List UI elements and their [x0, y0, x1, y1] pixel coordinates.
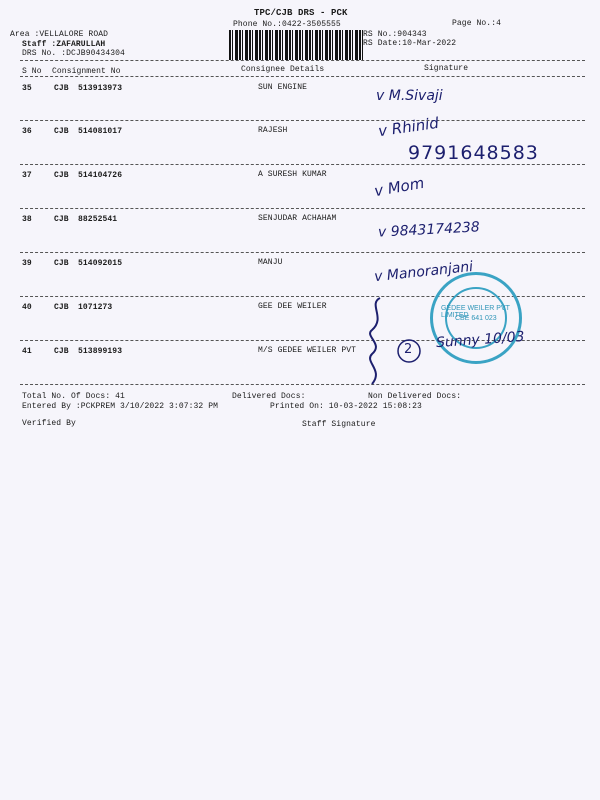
stamp-company: GEDEE WEILER PVT LIMITED: [441, 305, 510, 319]
row-consignee: RAJESH: [258, 126, 288, 135]
col-consignee: Consignee Details: [241, 65, 325, 74]
delivered-docs: Delivered Docs:: [232, 392, 306, 401]
total-docs: Total No. Of Docs: 41: [22, 392, 125, 401]
row-sno: 37: [22, 171, 32, 180]
row-sno: 41: [22, 347, 32, 356]
page-number: Page No.:4: [452, 19, 502, 28]
row-sno: 36: [22, 127, 32, 136]
circled-number-text: 2: [404, 342, 413, 357]
row-consignment: 514081017: [78, 127, 123, 136]
divider: [20, 208, 585, 209]
area-label: Area :VELLALORE ROAD: [10, 30, 109, 39]
divider: [20, 76, 585, 77]
non-delivered-docs: Non Delivered Docs:: [368, 392, 462, 401]
row-consignee: A SURESH KUMAR: [258, 170, 327, 179]
divider: [20, 120, 585, 121]
col-signature: Signature: [424, 64, 469, 73]
handwritten-phone: v 9843174238: [377, 219, 481, 241]
verified-by: Verified By: [22, 419, 76, 428]
row-consignment: 513913973: [78, 84, 123, 93]
entered-by: Entered By :PCKPREM 3/10/2022 3:07:32 PM: [22, 402, 219, 411]
divider: [20, 164, 585, 165]
row-consignment: 88252541: [78, 215, 118, 224]
handwritten-signature: v Mom: [372, 173, 426, 201]
row-prefix: CJB: [54, 84, 69, 93]
printed-on: Printed On: 10-03-2022 15:08:23: [270, 402, 422, 411]
col-consignment: Consignment No: [52, 67, 121, 76]
row-prefix: CJB: [54, 171, 69, 180]
row-prefix: CJB: [54, 347, 69, 356]
staff-signature: Staff Signature: [302, 420, 376, 429]
row-prefix: CJB: [54, 303, 69, 312]
row-prefix: CJB: [54, 215, 69, 224]
stamp-code: CBE 641 023: [455, 315, 497, 322]
barcode: [229, 30, 364, 60]
row-consignment: 514104726: [78, 171, 123, 180]
handwritten-signature: v Rhinid: [377, 113, 440, 141]
row-prefix: CJB: [54, 259, 69, 268]
col-sno: S No: [22, 67, 42, 76]
drs-number: DRS No. :DCJB90434304: [22, 49, 125, 58]
divider: [20, 60, 585, 61]
row-prefix: CJB: [54, 127, 69, 136]
row-consignment: 1071273: [78, 303, 113, 312]
row-consignee: GEE DEE WEILER: [258, 302, 327, 311]
row-sno: 39: [22, 259, 32, 268]
handwritten-signature: Sunny 10/03: [435, 328, 526, 352]
staff-label: Staff :ZAFARULLAH: [22, 40, 106, 49]
phone-number: Phone No.:0422-3505555: [233, 20, 341, 29]
row-consignee: SUN ENGINE: [258, 83, 308, 92]
row-consignee: M/S GEDEE WEILER PVT: [258, 346, 357, 355]
row-sno: 38: [22, 215, 32, 224]
handwritten-signature: v Manoranjani: [373, 258, 474, 286]
rs-date: RS Date:10-Mar-2022: [363, 39, 457, 48]
row-sno: 35: [22, 84, 32, 93]
rs-number: RS No.:904343: [363, 30, 427, 39]
row-consignee: SENJUDAR ACHAHAM: [258, 214, 337, 223]
row-consignment: 513899193: [78, 347, 123, 356]
divider: [20, 252, 585, 253]
handwritten-signature: v M.Sivaji: [376, 88, 443, 104]
divider: [20, 384, 585, 385]
row-consignee: MANJU: [258, 258, 283, 267]
row-sno: 40: [22, 303, 32, 312]
row-consignment: 514092015: [78, 259, 123, 268]
handwritten-phone: 9791648583: [408, 142, 539, 164]
report-title: TPC/CJB DRS - PCK: [254, 8, 348, 18]
